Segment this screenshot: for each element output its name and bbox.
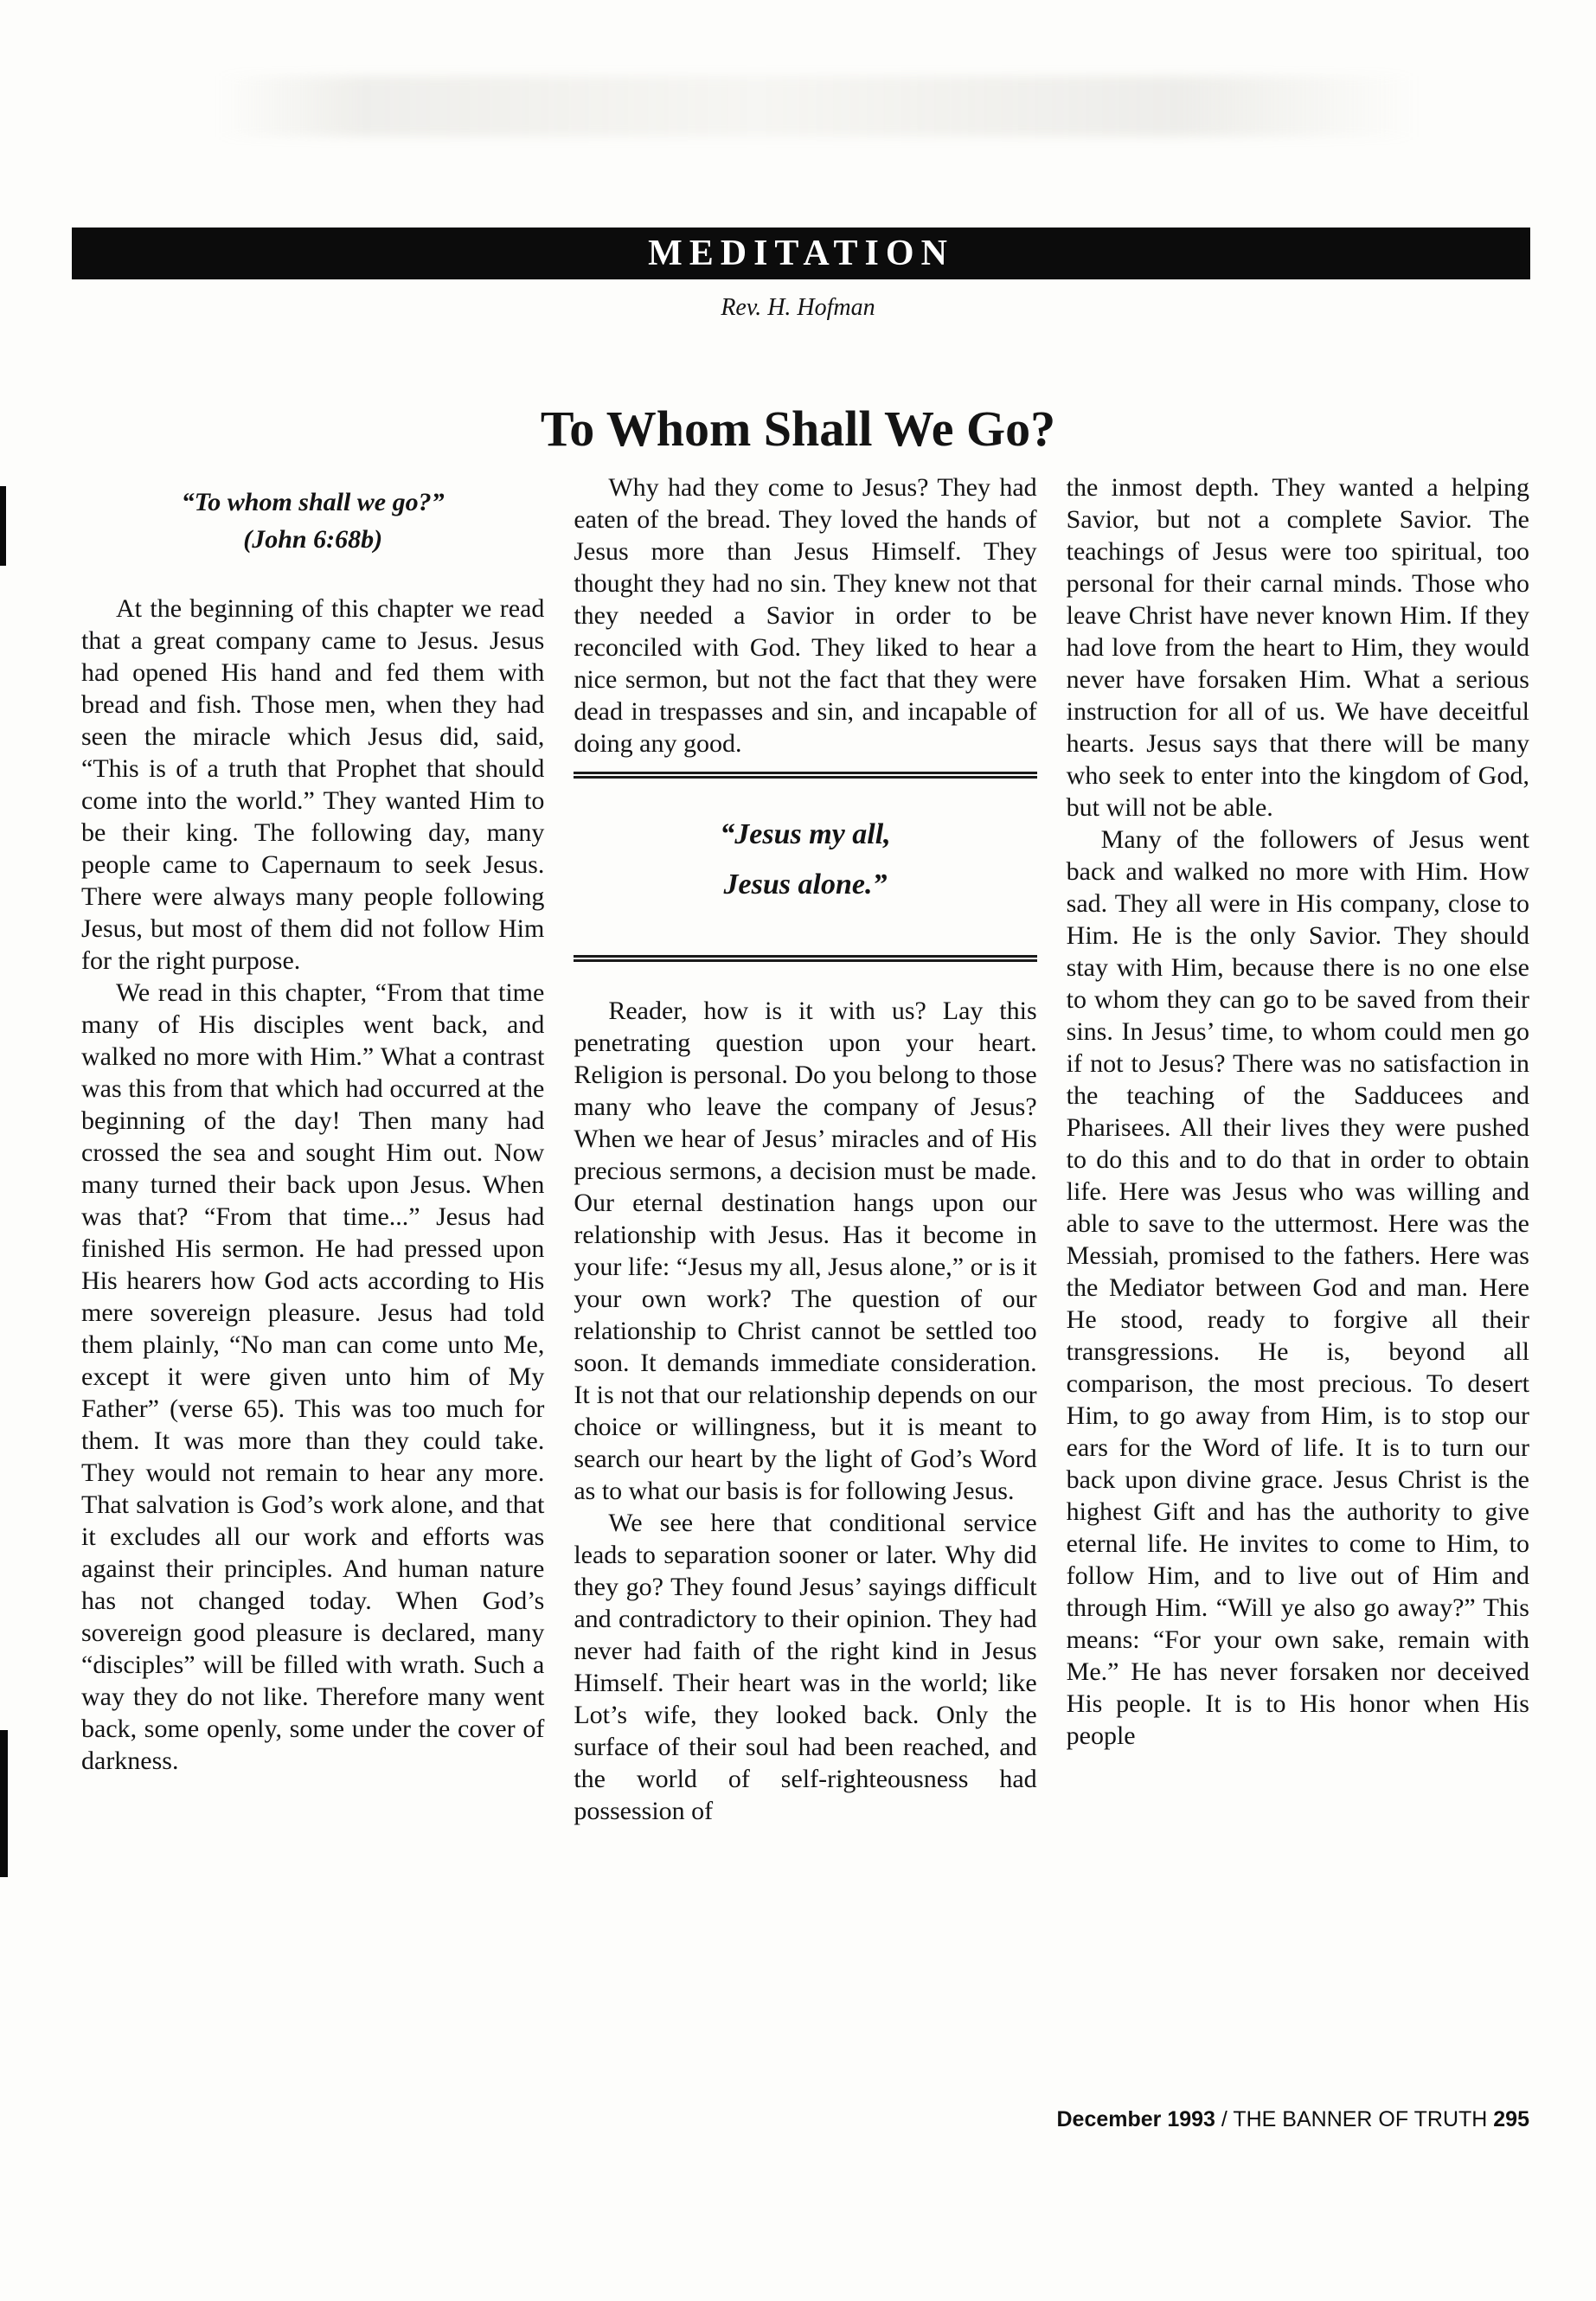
section-banner	[72, 228, 1530, 279]
scan-artifact	[0, 1730, 8, 1877]
footer-publication: / THE BANNER OF TRUTH	[1215, 2107, 1494, 2131]
column-3	[1067, 471, 1529, 1827]
pull-quote	[574, 772, 1036, 962]
paragraph: Reader, how is it with us? Lay this penetrating question upon your heart. Religion is personal. Do you belong to those many who leave the company of Jesus? When we hear of Jesus’ miracles and of His precious sermons, a decision must be made. Our eternal destination hangs upon our relationship with Jesus. Has it become in your life: “Jesus my all, Jesus alone,” or is it your own work? The question of our relationship to Christ cannot be settled too soon. It demands immediate consideration. It is not that our relationship depends on our choice or willingness, but it is meant to search our heart by the light of God’s Word as to what our basis is for following Jesus.	[574, 997, 1037, 1505]
pull-quote-line: Jesus alone.”	[723, 868, 888, 901]
scan-ghosting	[216, 76, 1419, 137]
scripture-reference: (John 6:68b)	[243, 525, 383, 554]
page-footer	[1056, 2107, 1529, 2132]
column-2	[574, 471, 1036, 1827]
scripture-quote: “To whom shall we go?”	[181, 488, 445, 516]
scan-artifact	[0, 486, 6, 566]
footer-date: December 1993	[1056, 2107, 1215, 2131]
paragraph: We see here that conditional service leads to separation sooner or later. Why did they go? They found Jesus’ sayings difficult and contradictory to their opinion. They had never had faith of the right kind in Jesus Himself. Their heart was in the world; like Lot’s wife, they looked back. Only the surface of their soul had been reached, and the world of self-righteousness had possession of	[574, 1509, 1037, 1825]
column-1	[81, 471, 544, 1827]
scripture-heading	[81, 471, 544, 558]
footer-page-number: 295	[1493, 2107, 1529, 2131]
article-columns	[81, 471, 1529, 1827]
article-title: To Whom Shall We Go?	[540, 401, 1056, 457]
section-title: MEDITATION	[648, 234, 954, 273]
paragraph: Why had they come to Jesus? They had eaten of the bread. They loved the hands of Jesus more than Jesus Himself. They thought they had no sin. They knew not that they needed a Savior in order to be reconciled with God. They liked to hear a nice sermon, but not the fact that they were dead in trespasses and sin, and incapable of doing any good.	[574, 473, 1037, 758]
pull-quote-line: “Jesus my all,	[720, 818, 891, 850]
paragraph: Many of the followers of Jesus went back and walked no more with Him. How sad. They all were in His company, close to Him. He is the only Savior. They should stay with Him, because there is no one else to whom they can go to be saved from their sins. In Jesus’ time, to whom could men go if not to Jesus? There was no satisfaction in the teaching of the Sadducees and Pharisees. All their lives they were pushed to do this and to do that in order to obtain life. Here was Jesus who was willing and able to save to the uttermost. Here was the Messiah, promised to the fathers. Here was the Mediator between God and man. Here He stood, ready to forgive all their transgressions. He is, beyond all comparison, the most precious. To desert Him, to go away from Him, is to stop our ears for the Word of life. It is to turn our back upon divine grace. Jesus Christ is the highest Gift and has the authority to give eternal life. He invites to come to Him, to follow Him, and to live out of Him and through Him. “Will ye also go away?” This means: “For your own sake, remain with Me.” He has never forsaken nor deceived His people. It is to His honor when His people	[1066, 825, 1529, 1750]
paragraph: the inmost depth. They wanted a helping Savior, but not a complete Savior. The teachings of Jesus were too spiritual, too personal for their carnal minds. Those who leave Christ have never known Him. If they had love from the heart to Him, they would never have forsaken Him. What a serious instruction for all of us. We have deceitful hearts. Jesus says that there will be many who seek to enter into the kingdom of God, but will not be able.	[1066, 473, 1529, 822]
byline: Rev. H. Hofman	[721, 294, 875, 321]
paragraph: We read in this chapter, “From that time many of His disciples went back, and walked no more with Him.” What a contrast was this from that which had occurred at the beginning of the day! Then many had crossed the sea and sought Him out. Now many turned their back upon Jesus. When was that? “From that time...” Jesus had finished His sermon. He had pressed upon His hearers how God acts according to His mere sovereign pleasure. Jesus had told them plainly, “No man can come unto Me, except it were given unto him of My Father” (verse 65). This was too much for them. It was more than they could take. They would not remain to hear any more. That salvation is God’s work alone, and that it excludes all our work and efforts was against their principles. And human nature has not changed today. When God’s sovereign good pleasure is declared, many “disciples” will be filled with wrath. Such a way they do not like. Therefore many went back, some openly, some under the cover of darkness.	[81, 978, 545, 1775]
paragraph: At the beginning of this chapter we read that a great company came to Jesus. Jesus had opened His hand and fed them with bread and fish. Those men, when they had seen the miracle which Jesus did, said, “This is of a truth that Prophet that should come into the world.” They wanted Him to be their king. The following day, many people came to Capernaum to seek Jesus. There were always many people following Jesus, but most of them did not follow Him for the right purpose.	[81, 594, 545, 975]
